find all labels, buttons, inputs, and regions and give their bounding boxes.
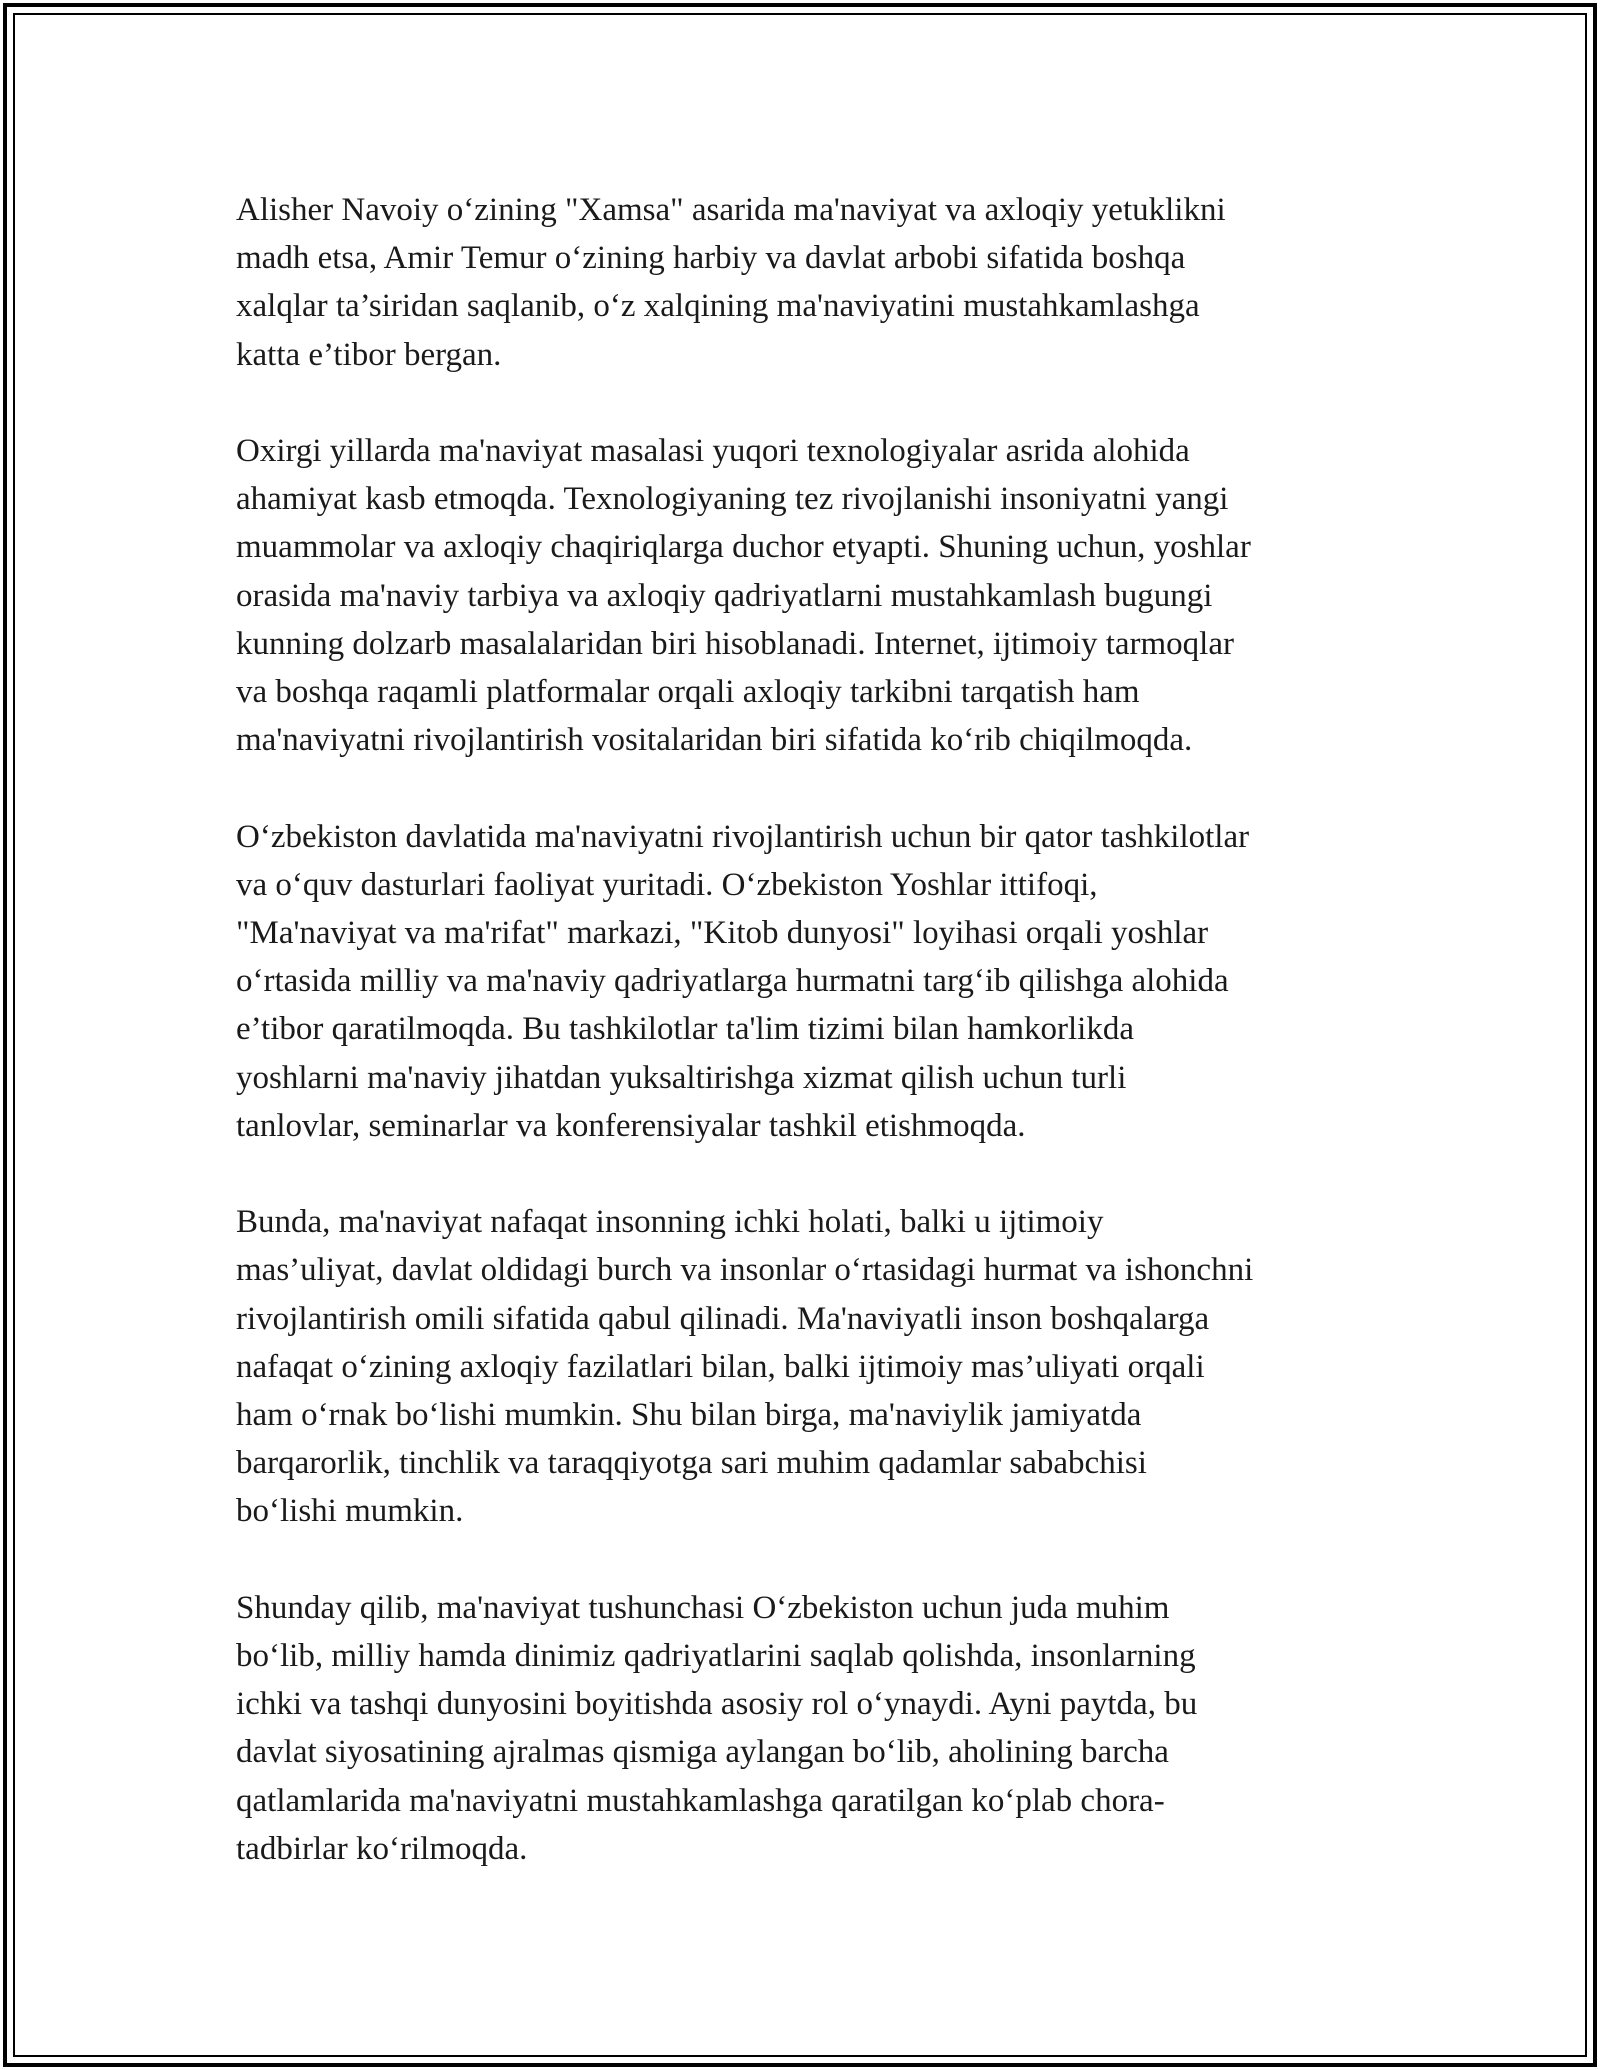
text-line: rivojlantirish omili sifatida qabul qilinadi. Ma'naviyatli inson boshqalarga [236, 1300, 1210, 1337]
paragraph-3 [236, 813, 1386, 1150]
paragraph-5 [236, 1584, 1386, 1873]
document-body [236, 186, 1386, 1921]
text-line: ahamiyat kasb etmoqda. Texnologiyaning tez rivojlanishi insoniyatni yangi [236, 481, 1229, 518]
text-line: davlat siyosatining ajralmas qismiga aylangan bo‘lib, aholining barcha [236, 1734, 1169, 1771]
text-line: xalqlar ta’siridan saqlanib, o‘z xalqining ma'naviyatini mustahkamlashga [236, 288, 1200, 325]
text-line: nafaqat o‘zining axloqiy fazilatlari bilan, balki ijtimoiy mas’uliyati orqali [236, 1348, 1205, 1385]
text-line: ma'naviyatni rivojlantirish vositalaridan biri sifatida ko‘rib chiqilmoqda. [236, 722, 1193, 759]
text-line: katta e’tibor bergan. [236, 336, 502, 373]
text-line: ichki va tashqi dunyosini boyitishda asosiy rol o‘ynaydi. Ayni paytda, bu [236, 1686, 1198, 1723]
paragraph-1 [236, 186, 1386, 379]
text-line: mas’uliyat, davlat oldidagi burch va insonlar o‘rtasidagi hurmat va ishonchni [236, 1252, 1254, 1289]
text-line: barqarorlik, tinchlik va taraqqiyotga sari muhim qadamlar sababchisi [236, 1445, 1147, 1482]
text-line: yoshlarni ma'naviy jihatdan yuksaltirishga xizmat qilish uchun turli [236, 1059, 1127, 1096]
text-line: orasida ma'naviy tarbiya va axloqiy qadriyatlarni mustahkamlash bugungi [236, 577, 1213, 614]
paragraph-4 [236, 1198, 1386, 1535]
text-line: bo‘lishi mumkin. [236, 1493, 464, 1530]
text-line: tadbirlar ko‘rilmoqda. [236, 1830, 528, 1867]
text-line: Oxirgi yillarda ma'naviyat masalasi yuqori texnologiyalar asrida alohida [236, 433, 1190, 469]
text-line: ham o‘rnak bo‘lishi mumkin. Shu bilan birga, ma'naviylik jamiyatda [236, 1397, 1142, 1434]
text-line: Shunday qilib, ma'naviyat tushunchasi O‘zbekiston uchun juda muhim [236, 1589, 1170, 1626]
text-line: e’tibor qaratilmoqda. Bu tashkilotlar ta'lim tizimi bilan hamkorlikda [236, 1011, 1134, 1048]
text-line: Alisher Navoiy o‘zining "Xamsa" asarida ma'naviyat va axloqiy yetuklikni [236, 192, 1226, 228]
text-line: tanlovlar, seminarlar va konferensiyalar tashkil etishmoqda. [236, 1107, 1026, 1144]
text-line: va boshqa raqamli platformalar orqali axloqiy tarkibni tarqatish ham [236, 674, 1140, 711]
text-line: qatlamlarida ma'naviyatni mustahkamlashga qaratilgan ko‘plab chora- [236, 1782, 1165, 1819]
text-line: o‘rtasida milliy va ma'naviy qadriyatlarga hurmatni targ‘ib qilishga alohida [236, 963, 1229, 1000]
text-line: va o‘quv dasturlari faoliyat yuritadi. O‘zbekiston Yoshlar ittifoqi, [236, 866, 1098, 903]
text-line: O‘zbekiston davlatida ma'naviyatni rivojlantirish uchun bir qator tashkilotlar [236, 818, 1250, 855]
text-line: "Ma'naviyat va ma'rifat" markazi, "Kitob dunyosi" loyihasi orqali yoshlar [236, 915, 1209, 952]
paragraph-2 [236, 427, 1386, 764]
text-line: madh etsa, Amir Temur o‘zining harbiy va davlat arbobi sifatida boshqa [236, 240, 1186, 277]
text-line: bo‘lib, milliy hamda dinimiz qadriyatlarini saqlab qolishda, insonlarning [236, 1638, 1196, 1675]
text-line: muammolar va axloqiy chaqiriqlarga duchor etyapti. Shuning uchun, yoshlar [236, 529, 1251, 566]
text-line: Bunda, ma'naviyat nafaqat insonning ichki holati, balki u ijtimoiy [236, 1204, 1104, 1241]
text-line: kunning dolzarb masalalaridan biri hisoblanadi. Internet, ijtimoiy tarmoqlar [236, 625, 1234, 662]
